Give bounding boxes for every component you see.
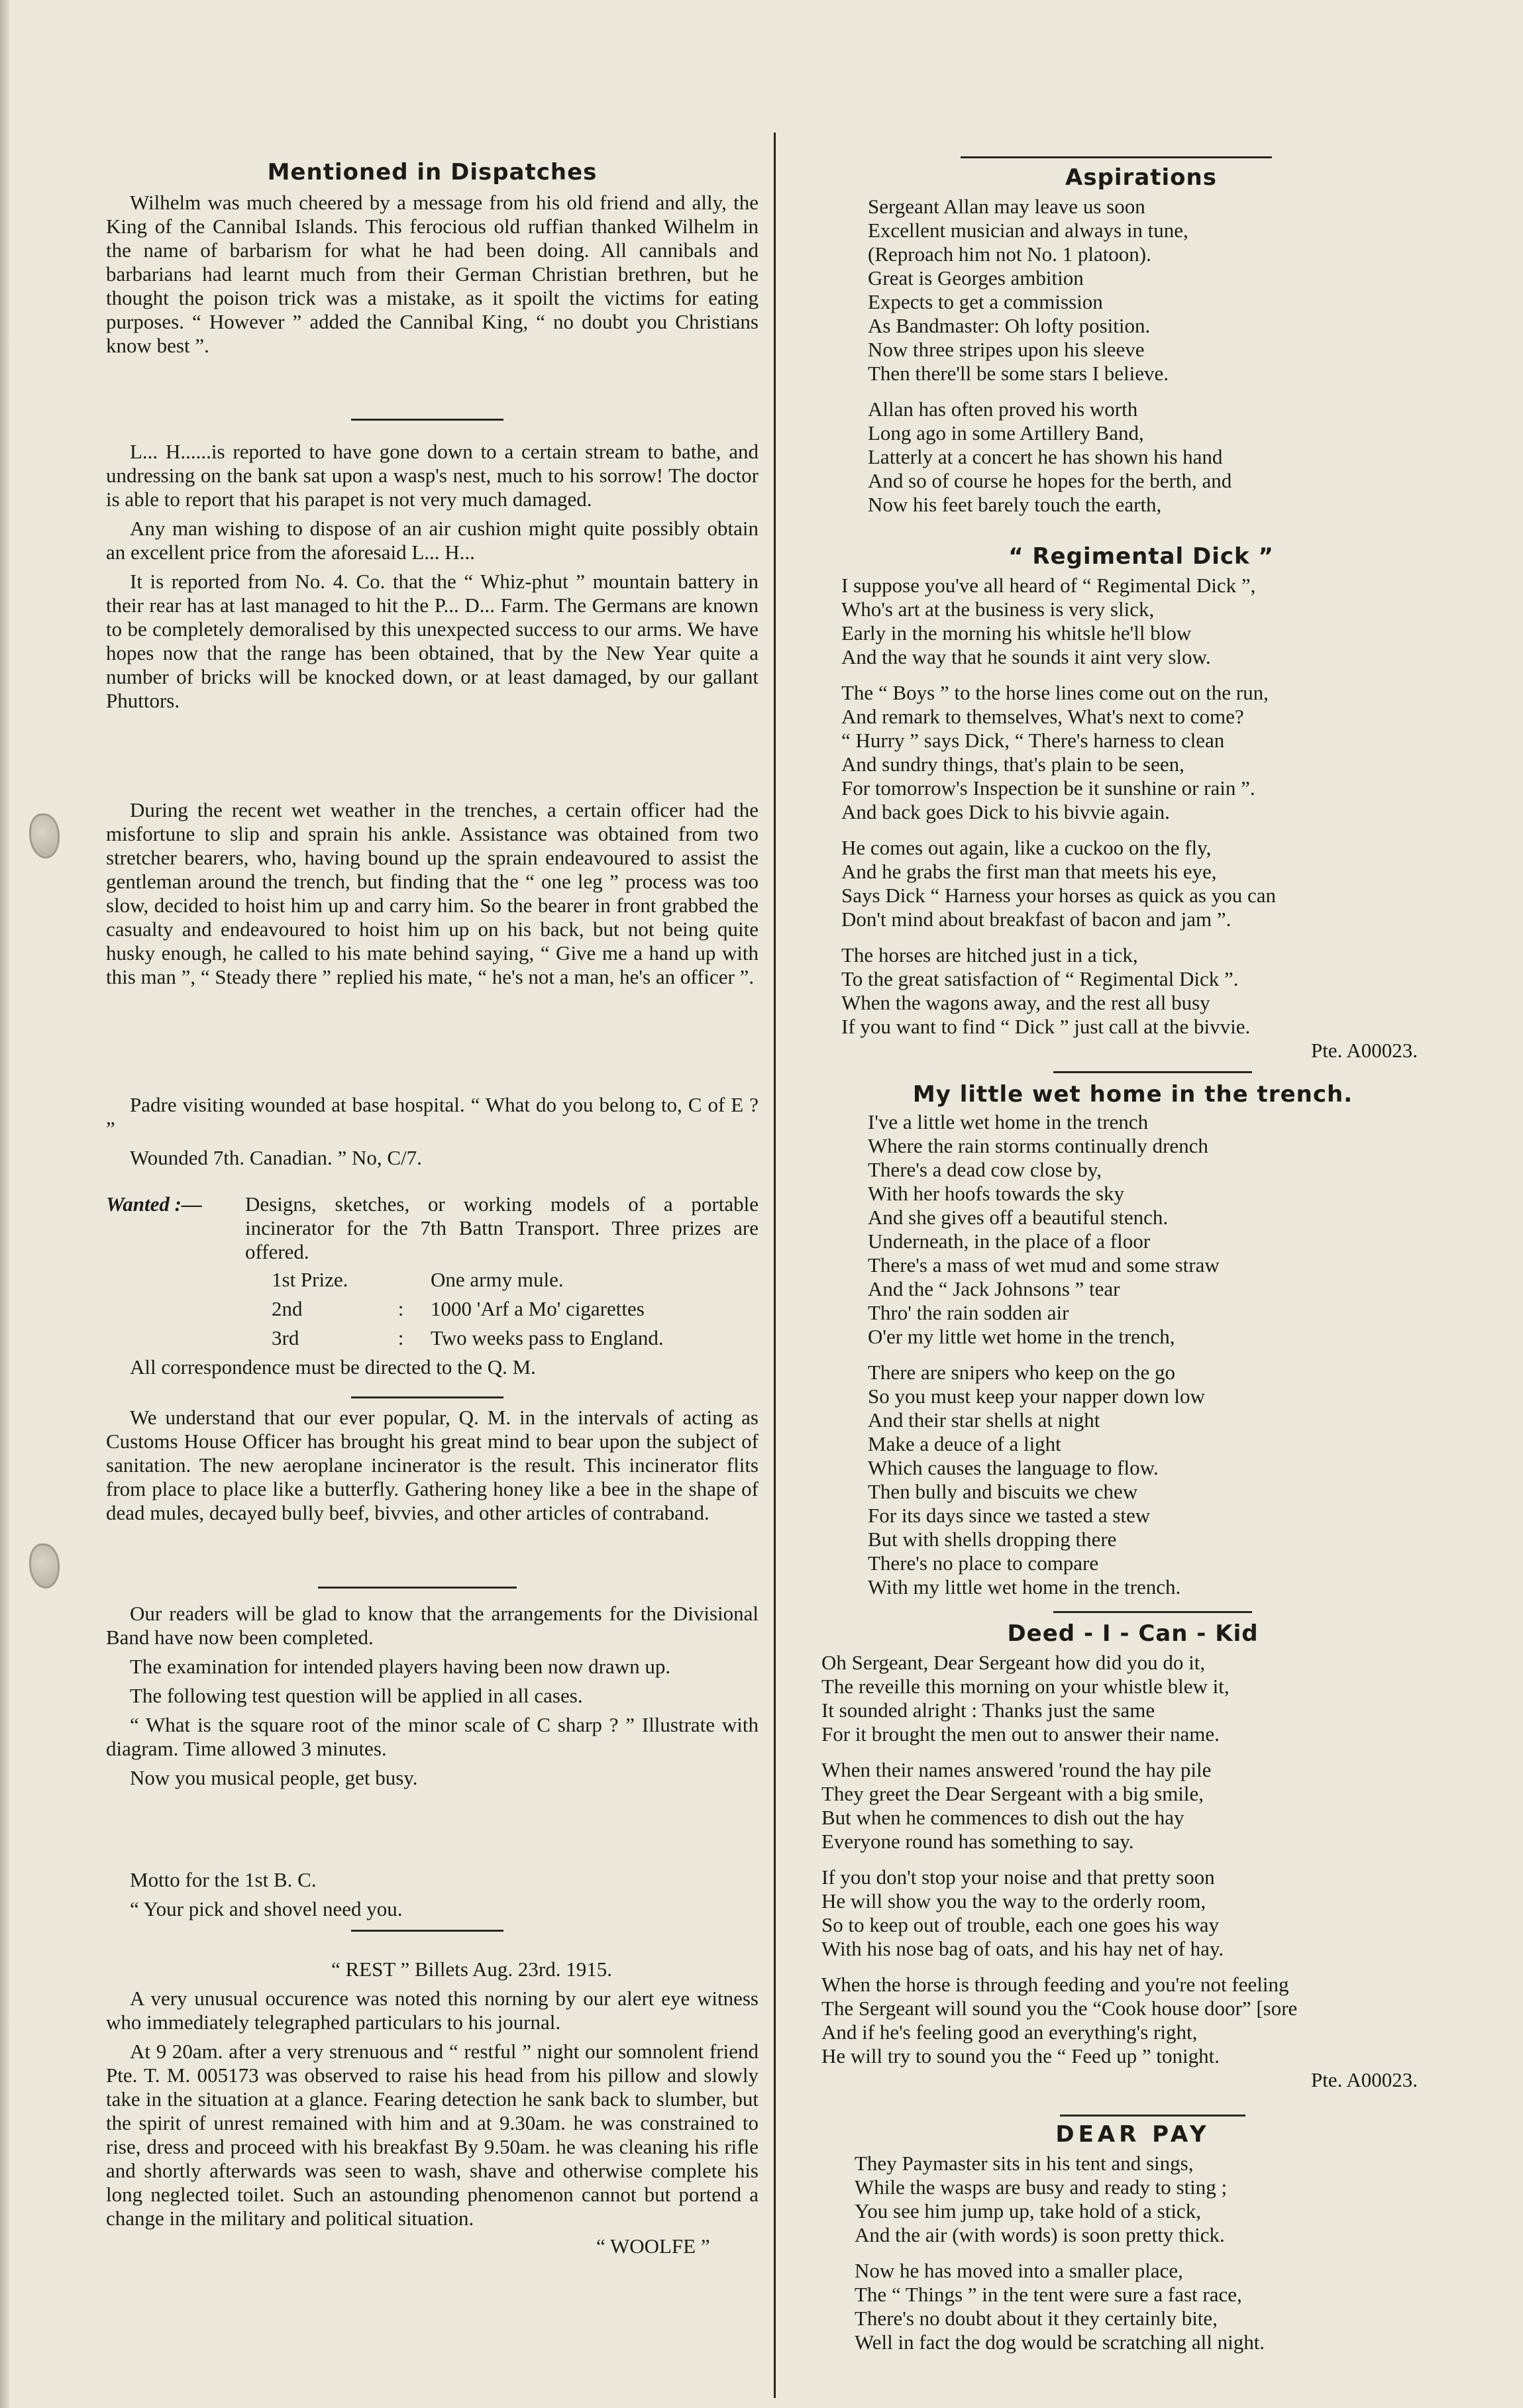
poem-line: The Sergeant will sound you the “Cook house door” [sore [821,1997,1298,2020]
rest-header: “ REST ” Billets Aug. 23rd. 1915. [331,1958,612,1981]
poem-line: When the horse is through feeding and you're not feeling [821,1973,1289,1996]
dick-signature: Pte. A00023. [1310,1039,1418,1062]
poem-line: And back goes Dick to his bivvie again. [841,800,1170,823]
prize-row [272,1268,759,1292]
poem-line: There's no place to compare [868,1551,1099,1575]
poem-line: Everyone round has something to say. [821,1830,1134,1853]
rest-paragraph-2: At 9 20am. after a very strenuous and “ restful ” night our somnolent friend Pte. T. M. 005173 was observed to raise his head from his pillow and slowly take in the situation at a glance. Fearing detection he sank back to slumber, but the spirit of unrest remained with him and at 9.30am. he was constrained to rise, dress and proceed with his breakfast By 9.50am. he was cleaning his rifle and shortly afterwards was seen to wash, shave and otherwise complete his long neglected toilet. Such an astounding phenomenon cannot but portend a change in the military and political situation. [106,2040,759,2230]
lh-paragraph-3: It is reported from No. 4. Co. that the “ Whiz-phut ” mountain battery in their rear has at last managed to hit the P... D... Farm. The Germans are known to be completely demoralised by this unexpected success to our arms. We have hopes now that the range has been obtained, that by the New Year quite a number of bricks will be knocked down, or at least damaged, by our gallant Phuttors. [106,570,759,712]
poem-line: Underneath, in the place of a floor [868,1230,1151,1253]
wet-home-poem [868,1110,1457,1599]
divider [1053,1071,1252,1073]
poem-line: With her hoofs towards the sky [868,1182,1125,1205]
poem-line: Now three stripes upon his sleeve [868,338,1145,361]
officer-text: During the recent wet weather in the trenches, a certain officer had the misfortune to slip and sprain his ankle. Assistance was obtained from two stretcher bearers, who, having bound up the sprain endeavoured to assist the gentleman around the trench, but finding that the “ one leg ” process was too slow, decided to hoist him up and carry him. So the bearer in front grabbed the casualty and endeavoured to hoist him up on his back, but not being quite husky enough, he called to his mate behind saying, “ Give me a hand up with this man ”, “ Steady there ” replied his mate, “ he's not a man, he's an officer ”. [106,798,759,988]
prize-list [272,1268,759,1350]
padre-line-1: Padre visiting wounded at base hospital. “ What do you belong to, C of E ? ” [106,1093,759,1140]
poem-line: For tomorrow's Inspection be it sunshine or rain ”. [841,776,1255,800]
poem-line: Excellent musician and always in tune, [868,219,1188,242]
band-paragraph-1: Our readers will be glad to know that the arrangements for the Divisional Band have now been completed. [106,1602,759,1649]
poem-line: O'er my little wet home in the trench, [868,1325,1175,1348]
qm-text: We understand that our ever popular, Q. M. in the intervals of acting as Customs House Officer has brought his great mind to bear upon the subject of sanitation. The new aeroplane incinerator is the result. This incinerator flits from place to place like a butterfly. Gathering honey like a bee in the shape of dead mules, decayed bully beef, bivvies, and other articles of contraband. [106,1406,759,1524]
poem-line: It sounded alright : Thanks just the same [821,1699,1155,1722]
poem-line: Latterly at a concert he has shown his hand [868,445,1223,468]
poem-line: Allan has often proved his worth [868,397,1138,421]
poem-line: Great is Georges ambition [868,266,1084,289]
poem-line: There's a mass of wet mud and some straw [868,1253,1220,1277]
motto [106,1868,759,1921]
stanza [855,2152,1457,2247]
poem-line: With my little wet home in the trench. [868,1575,1181,1598]
stanza [855,2259,1457,2354]
poem-line: The reveille this morning on your whistle blew it, [821,1675,1230,1698]
wanted-label: Wanted :— [106,1192,202,1216]
rest-paragraph-1: A very unusual occurence was noted this norning by our alert eye witness who immediately telegraphed particulars to his journal. [106,1987,759,2034]
poem-line: I've a little wet home in the trench [868,1110,1149,1133]
poem-line: Expects to get a commission [868,290,1103,313]
wanted-text: Designs, sketches, or working models of a portable incinerator for the 7th Battn Transport. Three prizes are offered. [245,1192,759,1263]
aspirations-poem [868,195,1457,517]
prize-sep [371,1268,431,1292]
poem-line: There's no doubt about it they certainly bite, [855,2307,1218,2330]
poem-line: If you want to find “ Dick ” just call at the bivvie. [841,1015,1251,1038]
poem-line: If you don't stop your noise and that pretty soon [821,1865,1215,1889]
motto-line-1: Motto for the 1st B. C. [130,1868,317,1891]
poem-line: Oh Sergeant, Dear Sergeant how did you do it, [821,1651,1206,1674]
poem-line: With his nose bag of oats, and his hay net of hay. [821,1937,1224,1960]
prize-place: 3rd [272,1326,299,1349]
poem-line: The “ Things ” in the tent were sure a fast race, [855,2283,1242,2306]
poem-line: So to keep out of trouble, each one goes his way [821,1913,1220,1936]
band-paragraph-3: The following test question will be applied in all cases. [130,1684,583,1707]
poem-line: And the “ Jack Johnsons ” tear [868,1277,1120,1300]
qm-article [106,1406,759,1525]
prize-item: Two weeks pass to England. [431,1326,664,1349]
poem-line: You see him jump up, take hold of a stick, [855,2199,1201,2223]
poem-line: Now his feet barely touch the earth, [868,493,1162,516]
poem-line: Which causes the language to flow. [868,1456,1159,1479]
stanza [868,397,1457,517]
poem-line: Now he has moved into a smaller place, [855,2259,1183,2282]
wet-home-title: My little wet home in the trench. [912,1081,1353,1108]
divider [351,419,503,421]
deed-poem [821,1651,1457,2092]
poem-line: Then bully and biscuits we chew [868,1480,1138,1503]
poem-line: Says Dick “ Harness your horses as quick as you can [841,884,1277,907]
rest-signature: “ WOOLFE ” [596,2234,710,2258]
poem-line: And she gives off a beautiful stench. [868,1206,1169,1229]
stanza [841,836,1457,931]
poem-line: And he grabs the first man that meets his eye, [841,860,1217,883]
divider [351,1930,503,1932]
stanza [821,1973,1457,2068]
poem-line: To the great satisfaction of “ Regimental Dick ”. [841,967,1239,990]
dear-pay-poem [855,2152,1457,2354]
poem-line: He will try to sound you the “ Feed up ” tonight. [821,2044,1220,2068]
poem-line: Where the rain storms continually drench [868,1134,1208,1157]
motto-line-2: “ Your pick and shovel need you. [130,1897,403,1920]
divider [961,156,1272,158]
poem-line: There's a dead cow close by, [868,1158,1102,1181]
stanza [868,1361,1457,1599]
poem-line: For its days since we tasted a stew [868,1504,1151,1527]
dick-title: “ Regimental Dick ” [1008,543,1274,570]
poem-line: He comes out again, like a cuckoo on the fly, [841,836,1212,859]
dispatches-title: Mentioned in Dispatches [267,159,598,185]
band-paragraph-5: Now you musical people, get busy. [130,1766,418,1789]
divider [1060,2115,1245,2117]
poem-line: Long ago in some Artillery Band, [868,421,1144,445]
column-divider [774,132,776,2398]
prize-row [272,1297,759,1321]
poem-line: Sergeant Allan may leave us soon [868,195,1145,218]
poem-line: But with shells dropping there [868,1528,1117,1551]
divider [1053,1611,1252,1613]
stanza [821,1758,1457,1854]
poem-line: But when he commences to dish out the hay [821,1806,1184,1829]
poem-line: Then there'll be some stars I believe. [868,362,1169,385]
band-article [106,1602,759,1790]
poem-line: Make a deuce of a light [868,1432,1061,1455]
poem-line: They greet the Dear Sergeant with a big smile, [821,1782,1204,1805]
poem-line: And remark to themselves, What's next to come? [841,705,1244,728]
poem-line: When their names answered 'round the hay pile [821,1758,1212,1781]
poem-line: And sundry things, that's plain to be seen, [841,753,1184,776]
poem-line: While the wasps are busy and ready to sting ; [855,2175,1228,2199]
correspondence-note: All correspondence must be directed to the Q. M. [130,1355,536,1379]
deed-title: Deed - I - Can - Kid [1007,1620,1259,1647]
dispatches-article [106,191,759,358]
aspirations-title: Aspirations [1065,164,1217,191]
poem-line: Who's art at the business is very slick, [841,598,1155,621]
poem-line: They Paymaster sits in his tent and sings, [855,2152,1194,2175]
band-paragraph-4: “ What is the square root of the minor scale of C sharp ? ” Illustrate with diagram. Time allowed 3 minutes. [106,1713,759,1760]
prize-place: 1st Prize. [272,1268,348,1291]
lh-paragraph-2: Any man wishing to dispose of an air cushion might quite possibly obtain an excellent price from the aforesaid L... H... [106,517,759,564]
poem-line: “ Hurry ” says Dick, “ There's harness to clean [841,729,1225,752]
poem-line: Well in fact the dog would be scratching all night. [855,2330,1265,2354]
poem-line: As Bandmaster: Oh lofty position. [868,314,1151,337]
poem-line: And if he's feeling good an everything's right, [821,2020,1198,2044]
prize-place: 2nd [272,1297,303,1320]
poem-line: The “ Boys ” to the horse lines come out on the run, [841,681,1269,704]
poem-line: Early in the morning his whitsle he'll blow [841,621,1192,645]
stanza [821,1865,1457,1961]
dick-poem [841,574,1457,1063]
prize-row [272,1326,759,1350]
stanza [868,1110,1457,1349]
poem-line: And so of course he hopes for the berth, and [868,469,1232,492]
poem-line: For it brought the men out to answer their name. [821,1722,1220,1746]
stanza [841,574,1457,669]
rest-article [106,1958,759,2258]
page-binding-edge [0,0,9,2408]
deed-signature: Pte. A00023. [1310,2068,1418,2091]
band-paragraph-2: The examination for intended players having been now drawn up. [130,1655,671,1678]
dispatches-text: Wilhelm was much cheered by a message from his old friend and ally, the King of the Cannibal Islands. This ferocious old ruffian thanked Wilhelm in the name of barbarism for what he had been doing. All cannibals and barbarians had learnt much from their German Christian brethren, but he thought the poison trick was a mistake, as it spoilt the victims for eating purposes. “ However ” added the Cannibal King, “ no doubt you Christians know best ”. [106,191,759,357]
dear-pay-title: DEAR PAY [1055,2121,1210,2148]
officer-article [106,798,759,989]
poem-line: And the way that he sounds it aint very slow. [841,645,1211,668]
wanted-notice [106,1192,759,1379]
lh-article [106,440,759,713]
divider [318,1587,517,1589]
divider [351,1396,503,1398]
poem-line: When the wagons away, and the rest all busy [841,991,1210,1014]
stanza [868,195,1457,386]
poem-line: So you must keep your napper down low [868,1385,1205,1408]
poem-line: (Reproach him not No. 1 platoon). [868,242,1151,266]
binding-hole-top [29,813,60,859]
stanza [821,1651,1457,1746]
lh-paragraph-1: L... H......is reported to have gone down to a certain stream to bathe, and undressing on the bank sat upon a wasp's nest, much to his sorrow! The doctor is able to report that his parapet is not very much damaged. [106,440,759,511]
padre-line-2: Wounded 7th. Canadian. ” No, C/7. [130,1146,422,1169]
poem-line: There are snipers who keep on the go [868,1361,1175,1384]
poem-line: The horses are hitched just in a tick, [841,943,1138,967]
prize-sep: : [397,1326,404,1349]
poem-line: He will show you the way to the orderly room, [821,1889,1206,1912]
prize-item: 1000 'Arf a Mo' cigarettes [431,1297,645,1320]
poem-line: I suppose you've all heard of “ Regimental Dick ”, [841,574,1256,597]
prize-item: One army mule. [431,1268,564,1291]
stanza [841,943,1457,1039]
prize-sep: : [397,1297,404,1320]
poem-line: Thro' the rain sodden air [868,1301,1069,1324]
padre-article [106,1093,759,1170]
binding-hole-bottom [29,1544,60,1589]
poem-line: And their star shells at night [868,1408,1100,1432]
poem-line: And the air (with words) is soon pretty thick. [855,2223,1225,2246]
stanza [841,681,1457,824]
poem-line: Don't mind about breakfast of bacon and jam ”. [841,908,1232,931]
